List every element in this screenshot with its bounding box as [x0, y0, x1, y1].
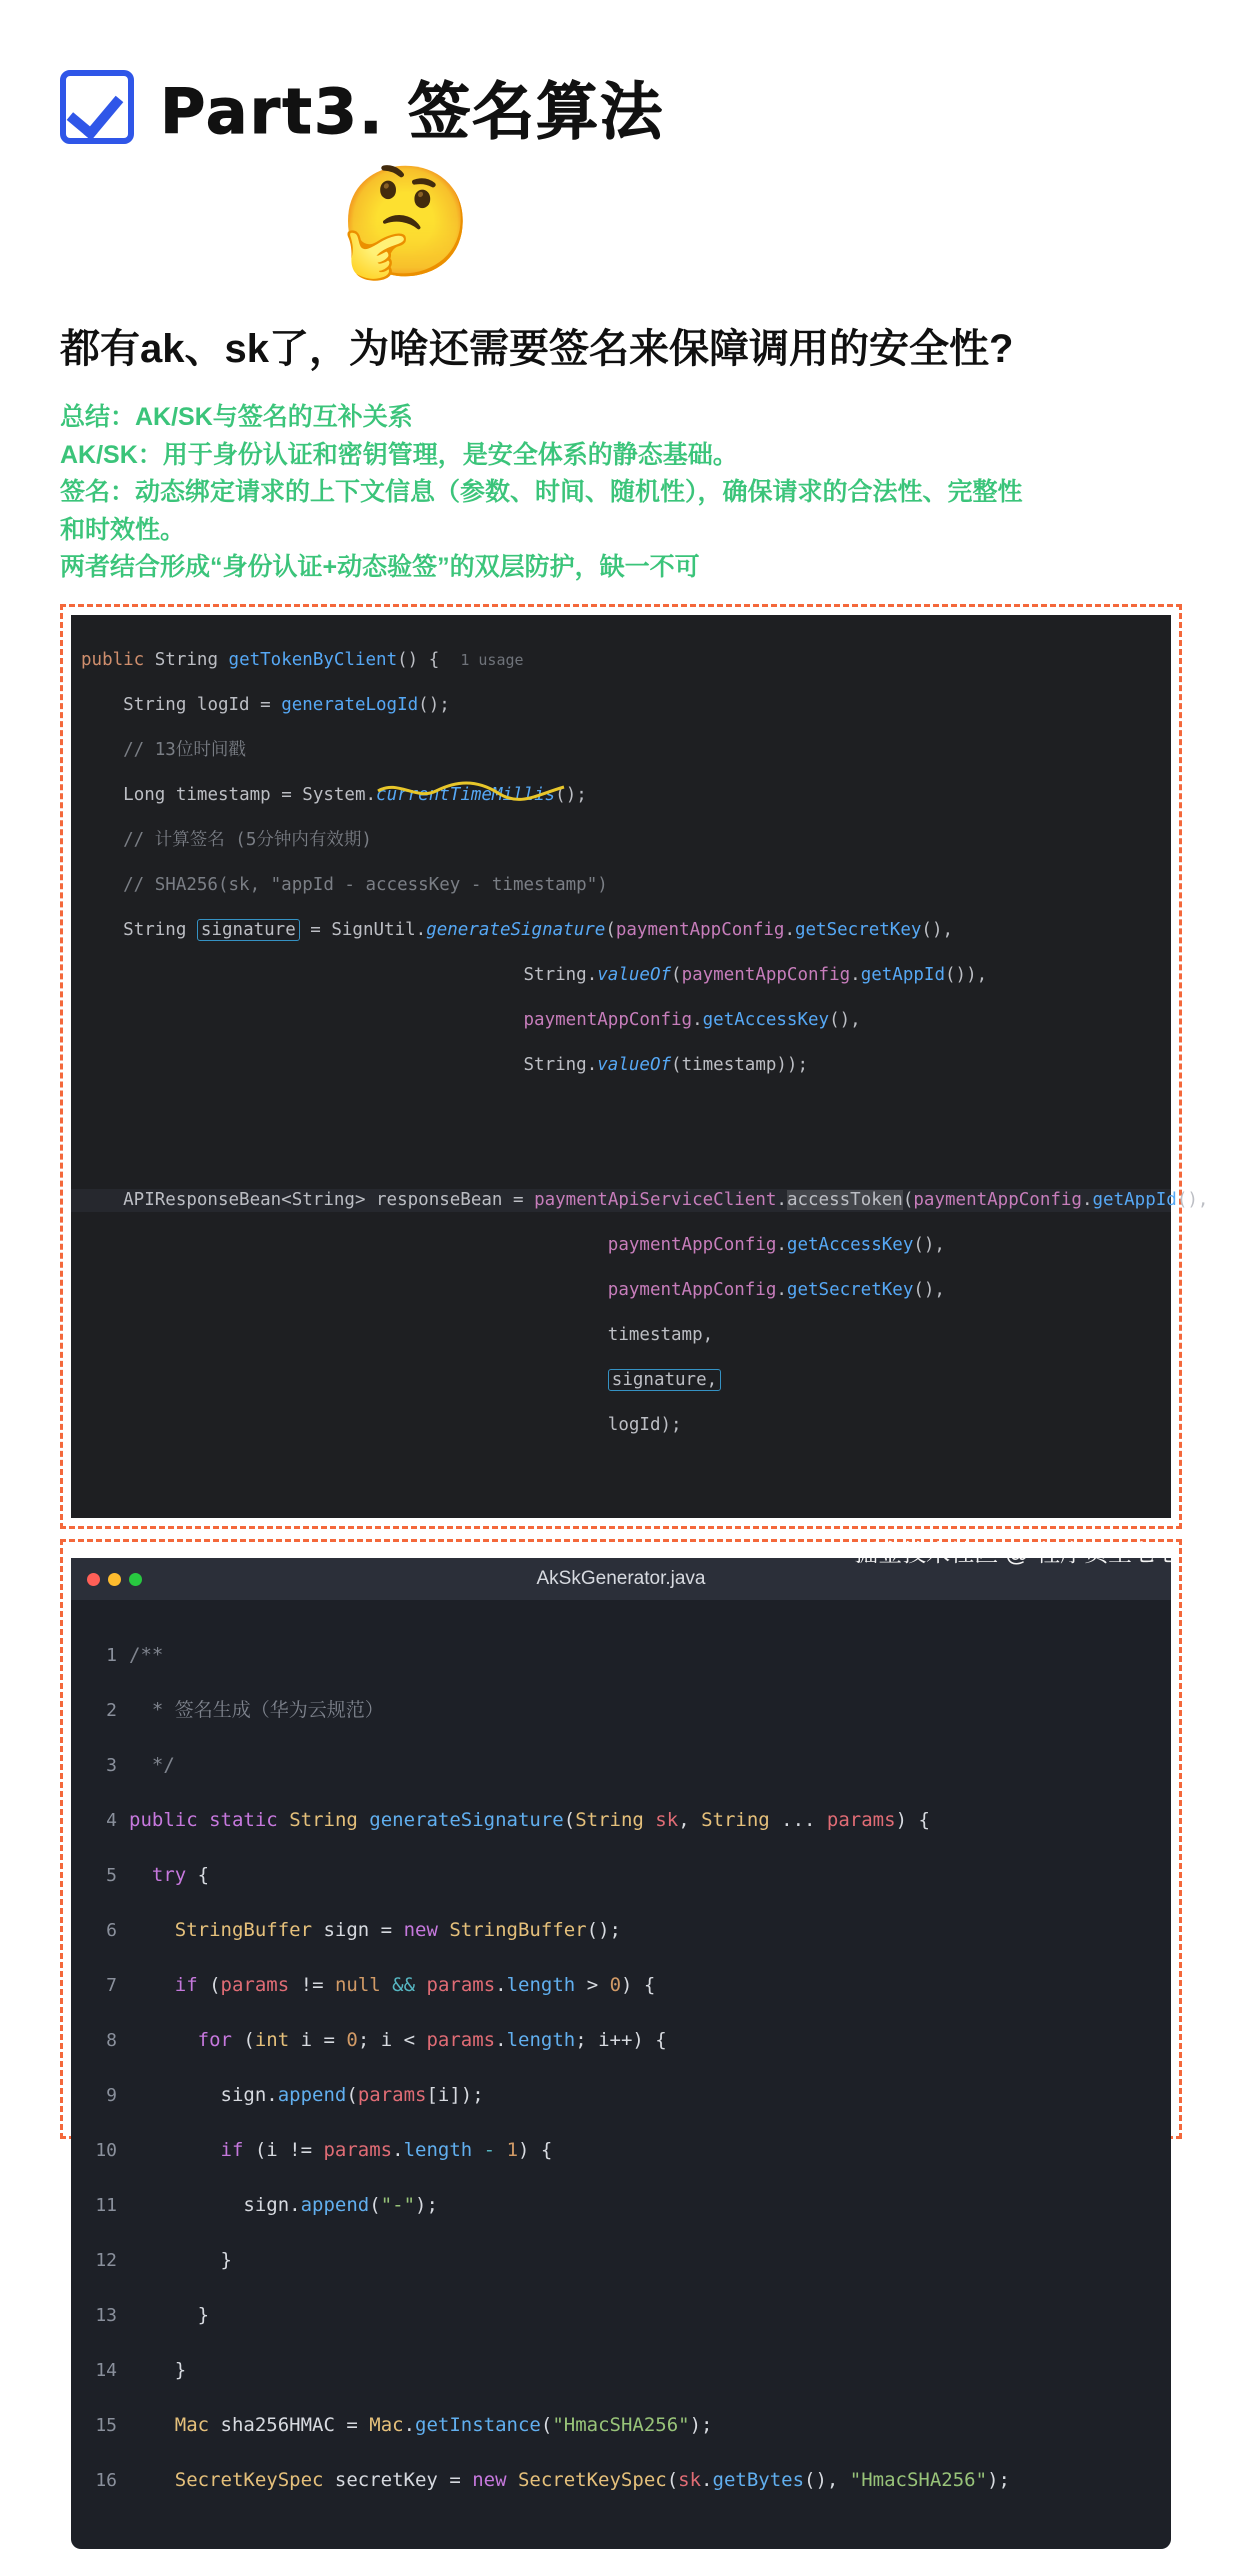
summary-line: 签名：动态绑定请求的上下文信息（参数、时间、随机性），确保请求的合法性、完整性 — [60, 478, 1023, 506]
line-number: 4 — [106, 1809, 117, 1831]
summary-line: 和时效性。 — [60, 515, 186, 544]
usage-hint: 1 usage — [460, 651, 524, 669]
line-number: 7 — [106, 1974, 117, 1996]
line-number: 13 — [95, 2304, 117, 2326]
signature-argument-highlight: signature, — [608, 1369, 721, 1391]
line-number: 16 — [95, 2469, 117, 2491]
mac-code-window — [71, 1558, 1171, 2549]
line-number: 9 — [106, 2084, 117, 2106]
line-number: 6 — [106, 1919, 117, 1941]
ide-code-snippet: public String getTokenByClient() { 1 usage String logId = generateLogId(); // 13位时间戳 Long timestamp = System.currentTimeMillis(); // 计算签名 (5分钟内有效期) // SHA256(sk, "appId - accessKey - timestamp") String signature = SignUtil.generateSignature(paymentAppConfig.getSecretKey(), String.valueOf(paymentAppConfig.getAppId()), paymentAppConfig.getAccessKey(), String.valueOf(timestamp)); APIResponseBean<String> responseBean = paymentApiServiceClient.accessToken(paymentAppConfig.getAppId(), paymentAppConfig.getAccessKey(), paymentAppConfig.getSecretKey(), timestamp, signature, logId); — [71, 615, 1171, 1519]
window-title: AkSkGenerator.java — [536, 1568, 706, 1589]
question-heading: 都有ak、sk了，为啥还需要签名来保障调用的安全性? — [60, 327, 1014, 371]
line-number: 10 — [95, 2139, 117, 2161]
code-block-1-container — [60, 604, 1209, 1530]
underline-squiggle-icon — [376, 781, 566, 801]
summary-line: AK/SK：用于身份认证和密钥管理，是安全体系的静态基础。 — [60, 440, 738, 469]
thinking-emoji-wrap — [0, 160, 1182, 285]
code-listing: 1 /** 2 * 签名生成（华为云规范） 3 */ 4 public static String generateSignature(String sk, String ... params) { 5 try { 6 StringBuffer sign = new StringBuffer(); 7 if (params != null && params.length > 0) { 8 for (int i = 0; i < params.length; i++) { 9 sign.append(params[i]); 10 if (i != params.length - 1) { 11 sign.append("-"); 12 } 13 } 14 } 15 Mac sha256HMAC = Mac.getInstance("HmacSHA256"); 16 SecretKeySpec secretKey = new SecretKeySpec(sk.getBytes(), "HmacSHA256"); — [71, 1600, 1171, 2549]
line-number: 3 — [106, 1754, 117, 1776]
thinking-face-icon: 🤔 — [338, 160, 474, 285]
code-block-2-container — [60, 1539, 1182, 2491]
summary-line: 两者结合形成“身份认证+动态验签”的双层防护，缺一不可 — [60, 553, 700, 581]
line-number: 1 — [106, 1644, 117, 1666]
line-number: 5 — [106, 1864, 117, 1886]
line-number: 12 — [95, 2249, 117, 2271]
page-title-row — [60, 0, 1182, 151]
summary-line: 总结：AK/SK与签名的互补关系 — [60, 403, 413, 431]
watermark: 掘金技术社区 @ 程序员王七七 — [854, 1540, 1180, 1567]
line-number: 2 — [106, 1699, 117, 1721]
checkbox-checked-icon — [60, 70, 134, 144]
line-number: 14 — [95, 2359, 117, 2381]
line-number: 8 — [106, 2029, 117, 2051]
line-number: 11 — [95, 2194, 117, 2216]
line-number: 15 — [95, 2414, 117, 2436]
page-title: Part3. 签名算法 — [160, 75, 665, 148]
summary-block — [60, 400, 1182, 586]
signature-variable-highlight: signature — [197, 919, 300, 941]
